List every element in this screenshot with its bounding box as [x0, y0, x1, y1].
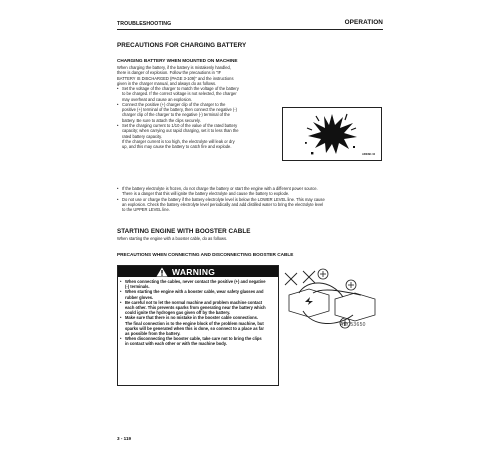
battery-cable-diagram-icon [283, 265, 383, 335]
warning-line: The final connection is to the engine block of the problem machine, but [125, 320, 264, 326]
precautions-title: PRECAUTIONS WHEN CONNECTING AND DISCONNECTING BOOSTER CABLE [117, 252, 294, 257]
header-section-label: TROUBLESHOOTING [117, 21, 172, 27]
starting-title: STARTING ENGINE WITH BOOSTER CABLE [117, 228, 251, 235]
warning-box [117, 265, 279, 386]
warning-header [118, 266, 278, 277]
list-item [120, 300, 275, 316]
starting-text [117, 236, 383, 241]
header-chapter-label: OPERATION [344, 19, 383, 26]
figure-code: AE053650 [340, 322, 366, 328]
bullet-line: There is a danger that this will ignite the battery electrolyte and cause the battery to explode. [122, 191, 290, 197]
warning-line: as possible from the battery. [125, 331, 181, 337]
warning-line: • When connecting the cables, never contact the positive (+) and negative [125, 279, 266, 284]
warning-line: (-) terminals. [125, 284, 150, 290]
charging-bullets-wide [117, 186, 383, 212]
bullet-line: • Do not use or charge the battery if the battery electrolyte level is below the LOWER LEVEL line. This may cause [122, 196, 325, 202]
bullet-line: • Set the voltage of the charger to match the voltage of the battery [122, 86, 239, 91]
charging-intro [117, 65, 287, 86]
warning-label: WARNING [172, 267, 216, 277]
warning-triangle-icon [156, 267, 168, 277]
bullet-line: • Set the charging current to 1/10 of the value of the rated battery [122, 123, 238, 129]
booster-cable-figure [283, 265, 383, 335]
bullet-line: an explosion. Check the battery electrolyte level periodically and add distilled water to bring the electrolyte level [122, 201, 324, 207]
charging-bullets-narrow [117, 86, 287, 150]
list-item [120, 336, 275, 346]
intro-line: BATTERY IS DISCHARGED (PAGE 3-109)" and the instructions [117, 75, 234, 81]
bullet-line: rated battery capacity. [122, 133, 162, 139]
bullet-line: to the UPPER LEVEL line. [122, 207, 170, 213]
warning-line: • When starting the engine with a booster cable, wear safety glasses and [125, 289, 264, 295]
header-divider [117, 29, 383, 30]
list-item [117, 197, 383, 213]
bullet-line: up, and this may cause the battery to catch fire and explode. [122, 144, 232, 150]
warning-line: rubber gloves. [125, 294, 154, 300]
intro-line: When charging the battery, if the battery is mistakenly handled, [117, 65, 231, 70]
warning-line: in contact with each other or with the machine body. [125, 341, 227, 347]
list-item [117, 123, 287, 149]
bullet-line: positive (+) terminal of the battery, then connect the negative (-) [122, 107, 237, 113]
bullet-line: may overheat and cause an explosion. [122, 96, 193, 102]
bullet-line: charger clip of the charger to the negative (-) terminal of the [122, 112, 230, 118]
list-item [120, 289, 275, 299]
bullet-line: to be charged. If the correct voltage is not selected, the charger [122, 91, 237, 97]
warning-line: • Be careful not to let the normal machine and problem machine contact [125, 299, 263, 305]
section-subtitle: CHARGING BATTERY WHEN MOUNTED ON MACHINE [117, 58, 238, 63]
list-item [117, 86, 287, 102]
bullet-line: If the charger current is too high, the electrolyte will leak or dry [122, 138, 235, 144]
warning-line: • Make sure that there is no mistake in the booster cable connections. [125, 315, 259, 321]
warning-line: • When disconnecting the booster cable, take care not to bring the clips [125, 336, 262, 342]
page-number: 3 - 119 [117, 436, 132, 441]
section-title: PRECAUTIONS FOR CHARGING BATTERY [117, 42, 247, 49]
warning-line: each other. This prevents sparks from generating near the battery which [125, 305, 266, 311]
intro-line: there is danger of explosion. Follow the precautions in "IF [117, 70, 222, 76]
list-item [120, 315, 275, 336]
intro-line: given in the charger manual, and always do as follows. [117, 80, 217, 86]
bullet-line: • Connect the positive (+) charger clip of the charger to the [122, 101, 226, 107]
list-item [117, 186, 383, 197]
list-item [120, 279, 275, 289]
bullet-line: • If the battery electrolyte is frozen, do not charge the battery or start the engine with a different power source. [122, 186, 318, 191]
warning-line: sparks will be generated when this is done, so connect to a place as far [125, 325, 265, 331]
bullet-line: battery. Be sure to attach the clips securely. [122, 117, 201, 123]
bullet-line: capacity; when carrying out rapid charging, set it to less than the [122, 128, 239, 134]
starting-text-line: When starting the engine with a booster cable, do as follows. [117, 236, 228, 241]
list-item [117, 102, 287, 123]
warning-list [120, 279, 275, 347]
warning-line: could ignite the hydrogen gas given off by the battery. [125, 310, 231, 316]
figure-code: AD0391 10 [362, 153, 376, 156]
